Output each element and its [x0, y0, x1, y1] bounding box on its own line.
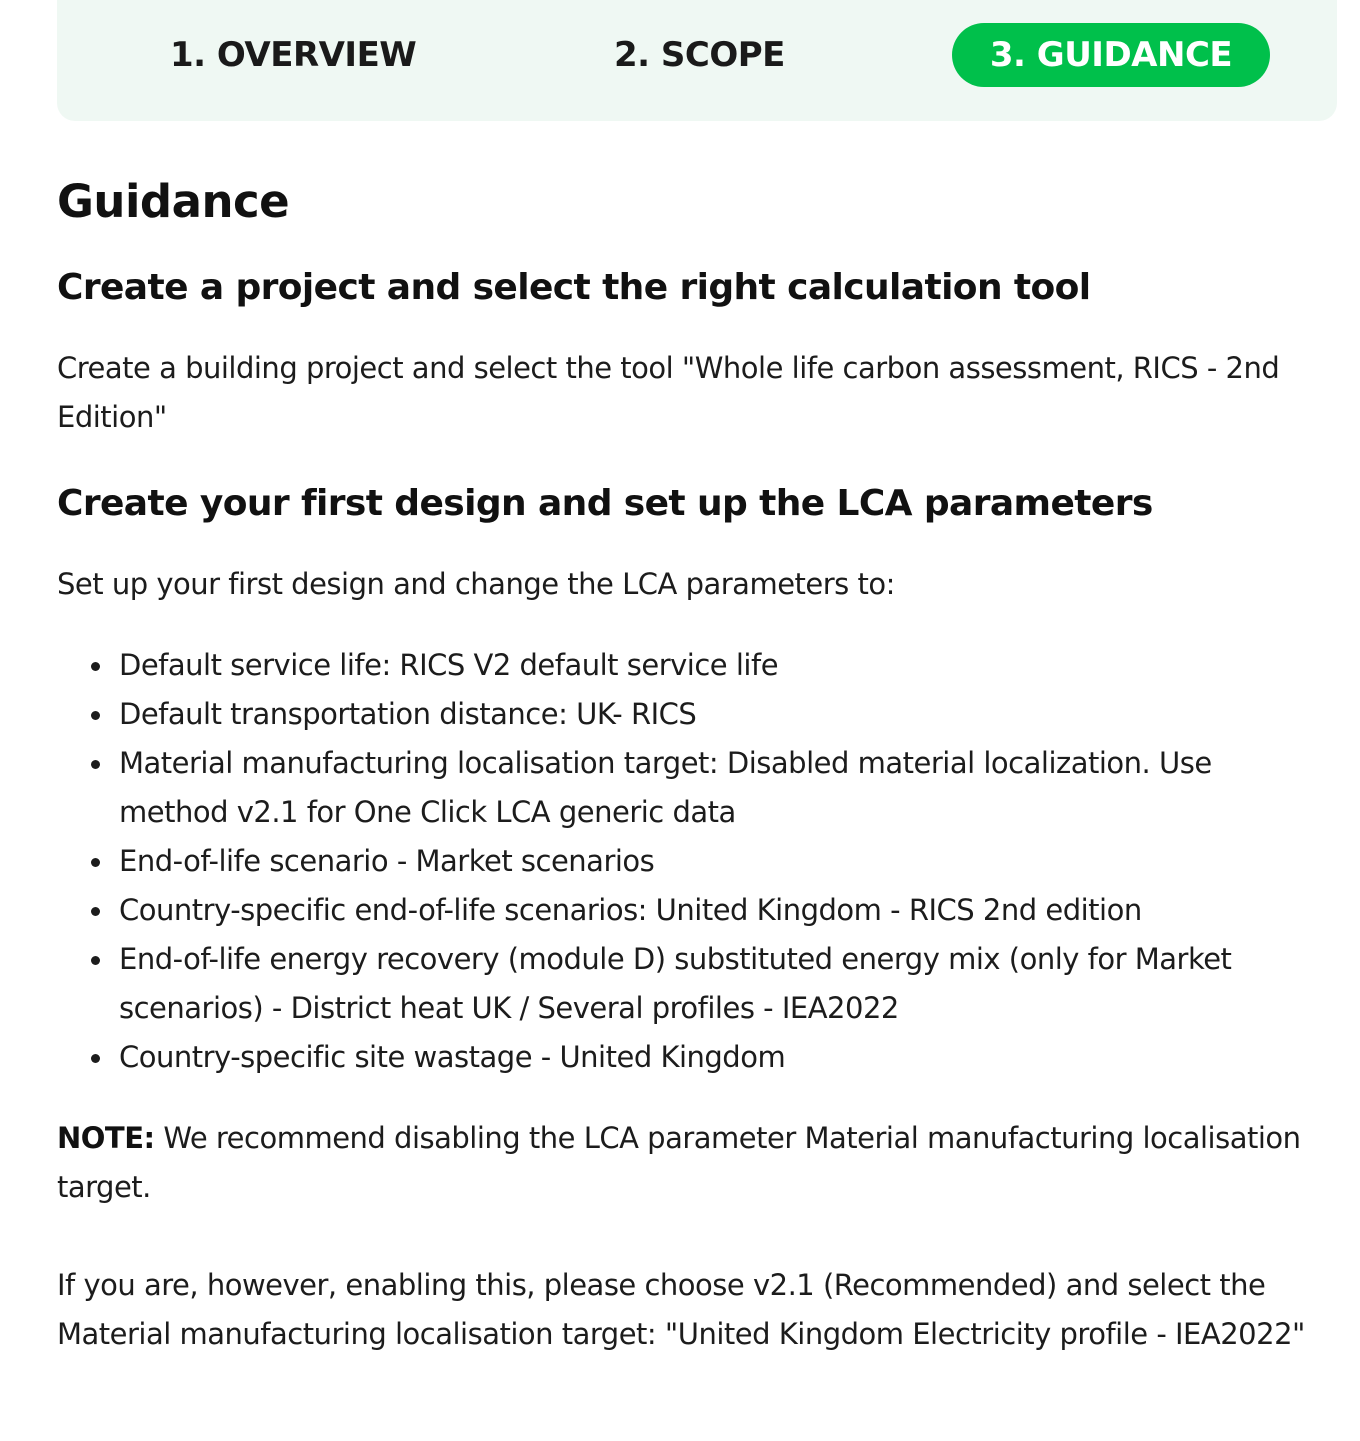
list-item-text: Default service life: RICS V2 default service life	[119, 648, 779, 682]
tab-overview[interactable]: 1. OVERVIEW	[170, 35, 417, 75]
bullet-icon	[91, 858, 100, 867]
list-item	[119, 641, 1327, 690]
list-item-text: Default transportation distance: UK- RICS	[119, 697, 697, 731]
section-heading-create-project: Create a project and select the right calculation tool	[57, 267, 1091, 308]
list-item-text: End-of-life scenario - Market scenarios	[119, 844, 655, 878]
list-item	[119, 1033, 1327, 1082]
bullet-icon	[91, 760, 100, 769]
note-paragraph	[57, 1114, 1327, 1212]
section-heading-lca-parameters: Create your first design and set up the LCA parameters	[57, 483, 1153, 524]
bullet-icon	[91, 711, 100, 720]
list-item	[119, 690, 1327, 739]
bullet-icon	[91, 907, 100, 916]
bullet-icon	[91, 1054, 100, 1063]
followup-paragraph: If you are, however, enabling this, please choose v2.1 (Recommended) and select the Material manufacturing localisation target: "United Kingdom Electricity profile - IEA2022"	[57, 1268, 1305, 1351]
list-item	[119, 837, 1327, 886]
list-item-text: End-of-life energy recovery (module D) substituted energy mix (only for Market scenarios) - District heat UK / Several profiles - IEA2022	[119, 942, 1232, 1025]
tab-scope[interactable]: 2. SCOPE	[614, 35, 785, 75]
note-text: We recommend disabling the LCA parameter Material manufacturing localisation target.	[57, 1121, 1301, 1204]
list-item-text: Country-specific site wastage - United Kingdom	[119, 1040, 786, 1074]
list-item	[119, 886, 1327, 935]
list-item-text: Material manufacturing localisation target: Disabled material localization. Use method v2.1 for One Click LCA generic data	[119, 746, 1212, 829]
list-item	[119, 739, 1327, 837]
section-body-create-project: Create a building project and select the tool "Whole life carbon assessment, RICS - 2nd Edition"	[57, 351, 1280, 434]
lca-parameter-list	[57, 641, 1327, 1082]
list-item-text: Country-specific end-of-life scenarios: United Kingdom - RICS 2nd edition	[119, 893, 1142, 927]
page-title: Guidance	[57, 175, 290, 228]
section-body-lca-parameters: Set up your first design and change the LCA parameters to:	[57, 567, 895, 601]
bullet-icon	[91, 956, 100, 965]
bullet-icon	[91, 662, 100, 671]
step-tabs	[57, 0, 1337, 121]
list-item	[119, 935, 1327, 1033]
tab-guidance[interactable]: 3. GUIDANCE	[952, 23, 1270, 87]
guidance-content	[57, 172, 1327, 1359]
note-label: NOTE:	[57, 1121, 155, 1155]
